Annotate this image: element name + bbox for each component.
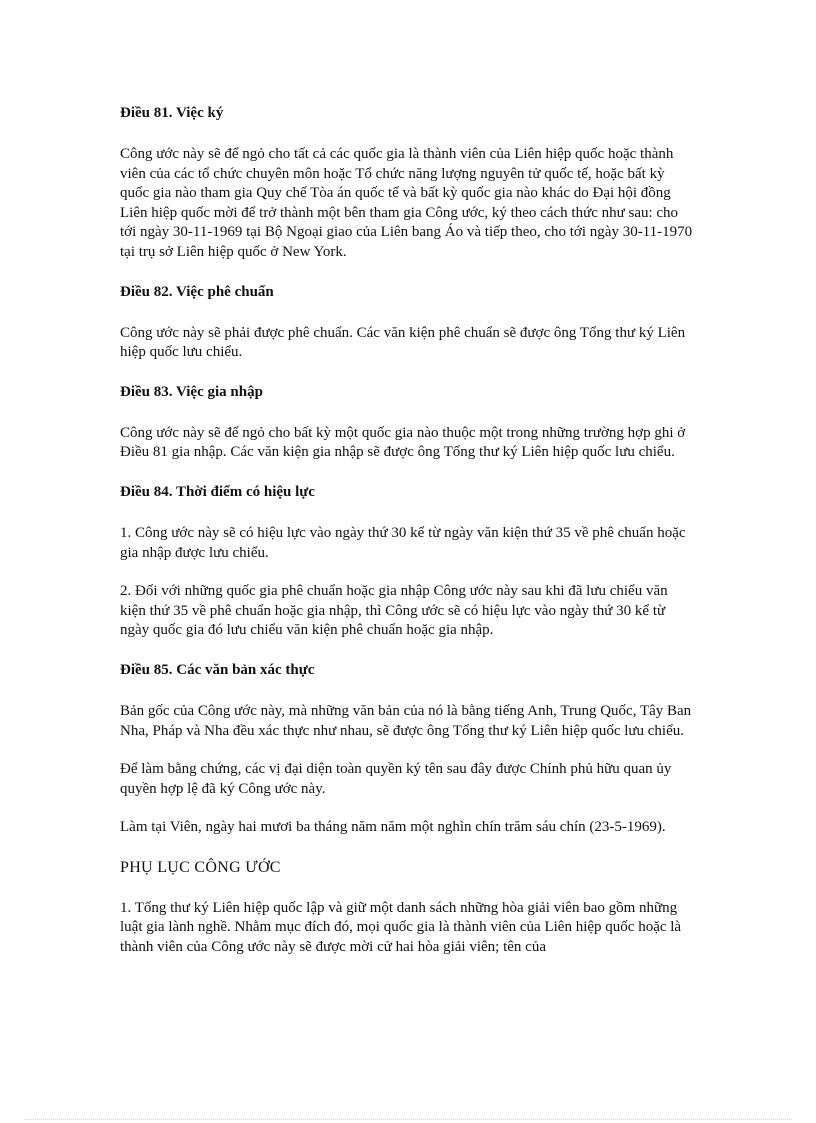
- article-84-paragraph-1: 1. Công ước này sẽ có hiệu lực vào ngày thứ 30 kể từ ngày văn kiện thứ 35 về phê chuẩn hoặc gia nhập được lưu chiểu.: [120, 524, 686, 561]
- article-85-paragraph-1: Bản gốc của Công ước này, mà những văn bản của nó là bằng tiếng Anh, Trung Quốc, Tây Ban Nha, Pháp và Nha đều xác thực như nhau, sẽ được ông Tổng thư ký Liên hiệp quốc lưu chiểu.: [120, 702, 692, 739]
- article-85-paragraph-2: Để làm bằng chứng, các vị đại diện toàn quyền ký tên sau đây được Chính phủ hữu quan ủy quyền hợp lệ đã ký Công ước này.: [120, 761, 672, 797]
- article-82-title: Điều 82. Việc phê chuẩn: [120, 283, 274, 300]
- article-85: [120, 660, 696, 838]
- document-page: [120, 103, 696, 977]
- article-83-title: Điều 83. Việc gia nhập: [120, 383, 263, 400]
- appendix-title: PHỤ LỤC CÔNG ƯỚC: [120, 858, 281, 876]
- article-81-title: Điều 81. Việc ký: [120, 105, 224, 121]
- page-bottom-divider: [24, 1119, 792, 1120]
- article-82-paragraph-1: Công ước này sẽ phải được phê chuẩn. Các văn kiện phê chuẩn sẽ được ông Tổng thư ký Liên hiệp quốc lưu chiểu.: [120, 324, 686, 361]
- article-83-paragraph-1: Công ước này sẽ để ngỏ cho bất kỳ một quốc gia nào thuộc một trong những trường hợp ghi ở Điều 81 gia nhập. Các văn kiện gia nhập sẽ được ông Tổng thư ký Liên hiệp quốc lưu chiểu.: [120, 424, 686, 461]
- article-81: [120, 103, 696, 263]
- article-85-paragraph-3: Làm tại Viên, ngày hai mươi ba tháng năm năm một nghìn chín trăm sáu chín (23-5-1969).: [120, 819, 666, 836]
- article-85-title: Điều 85. Các văn bản xác thực: [120, 661, 315, 678]
- appendix: [120, 857, 696, 958]
- article-84: [120, 482, 696, 641]
- article-82: [120, 282, 696, 363]
- appendix-paragraph-1: 1. Tổng thư ký Liên hiệp quốc lập và giữ một danh sách những hòa giải viên bao gồm những luật gia lành nghề. Nhằm mục đích đó, mọi quốc gia là thành viên của Liên hiệp quốc hoặc là thành viên của Công ước này sẽ được mời cử hai hòa giải viên; tên của: [120, 899, 682, 956]
- article-84-paragraph-2: 2. Đối với những quốc gia phê chuẩn hoặc gia nhập Công ước này sau khi đã lưu chiểu văn kiện thứ 35 về phê chuẩn hoặc gia nhập, thì Công ước sẽ có hiệu lực vào ngày thứ 30 kể từ ngày quốc gia đó lưu chiểu văn kiện phê chuẩn hoặc gia nhập.: [120, 583, 668, 639]
- article-84-title: Điều 84. Thời điểm có hiệu lực: [120, 483, 315, 500]
- article-81-paragraph-1: Công ước này sẽ để ngỏ cho tất cả các quốc gia là thành viên của Liên hiệp quốc hoặc thành viên của các tổ chức chuyên môn hoặc Tổ chức năng lượng nguyên tử quốc tế, hoặc bất kỳ quốc gia nào tham gia Quy chế Tòa án quốc tế và bất kỳ quốc gia nào khác do Đại hội đồng Liên hiệp quốc mời để trở thành một bên tham gia Công ước, ký theo cách thức như sau: cho tới ngày 30-11-1969 tại Bộ Ngoại giao của Liên bang Áo và tiếp theo, cho tới ngày 30-11-1970 tại trụ sở Liên hiệp quốc ở New York.: [120, 146, 693, 260]
- article-83: [120, 382, 696, 463]
